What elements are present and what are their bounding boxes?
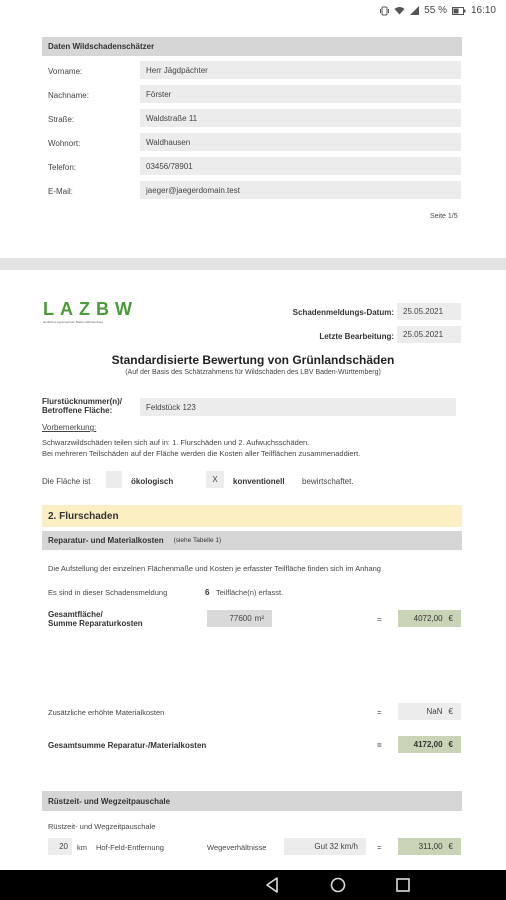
status-icons (380, 5, 496, 16)
city-field[interactable]: Waldhausen (140, 133, 461, 151)
total-equals: = (377, 615, 382, 624)
lastname-label: Nachname: (48, 91, 89, 100)
battery-icon (452, 7, 466, 15)
total-area-unit: m² (254, 614, 264, 623)
extra-costs-currency: € (448, 707, 453, 716)
last-edit-field[interactable]: 25.05.2021 (397, 326, 461, 343)
conventional-checkbox[interactable]: X (206, 471, 224, 488)
section-header-estimator: Daten Wildschadenschätzer (42, 37, 462, 56)
report-date-field[interactable]: 25.05.2021 (397, 303, 461, 320)
distance-unit: km (77, 843, 87, 852)
grand-total-label: Gesamtsumme Reparatur-/Materialkosten (48, 741, 207, 750)
street-field[interactable]: Waldstraße 11 (140, 109, 461, 127)
extra-costs-label: Zusätzliche erhöhte Materialkosten (48, 708, 165, 717)
setup-cost-field (398, 838, 461, 855)
clock: 16:10 (470, 5, 496, 16)
total-label-line2: Summe Reparaturkosten (48, 619, 143, 628)
back-icon[interactable] (265, 877, 279, 893)
remark-line-1: Schwarzwildschäden teilen sich auf in: 1. Flurschäden und 2. Aufwuchsschäden. (42, 438, 310, 447)
parcel-label-line1: Flurstücknummer(n)/ (42, 397, 123, 406)
setup-cost-value: 311,00 (418, 842, 443, 851)
repair-note: Die Aufstellung der einzelnen Flächenmaße und Kosten je erfasster Teilfläche finden sich im Anhang (48, 564, 381, 573)
grand-total-field (398, 736, 461, 753)
eco-checkbox[interactable] (106, 471, 122, 488)
total-label (48, 610, 143, 628)
conventional-label: konventionell (233, 477, 285, 486)
road-conditions-label: Wegeverhältnisse (207, 843, 267, 852)
parcel-field[interactable]: Feldstück 123 (140, 398, 456, 416)
repair-costs-header (42, 531, 462, 550)
distance-field[interactable]: 20 (48, 838, 72, 855)
battery-percent: 55 % (424, 5, 447, 16)
section-2-header: 2. Flurschaden (42, 505, 462, 527)
total-cost-currency: € (448, 614, 453, 623)
firstname-label: Vorname: (48, 67, 83, 76)
setup-cost-currency: € (448, 842, 453, 851)
status-bar (0, 0, 506, 22)
count-prefix: Es sind in dieser Schadensmeldung (48, 588, 168, 597)
count-suffix: Teilfläche(n) erfasst. (216, 588, 284, 597)
repair-costs-title: Reparatur- und Materialkosten (48, 536, 164, 545)
navigation-bar (0, 870, 506, 900)
remark-heading: Vorbemerkung: (42, 423, 97, 432)
setup-time-label: Rüstzeit- und Wegzeitpauschale (48, 822, 156, 831)
repair-costs-note: (siehe Tabelle 1) (173, 537, 222, 544)
email-label: E-Mail: (48, 187, 73, 196)
extra-equals: = (377, 708, 382, 717)
logo-wordmark: LAZBW (43, 299, 138, 319)
area-prefix: Die Fläche ist (42, 477, 91, 486)
email-field[interactable]: jaeger@jaegerdomain.test (140, 181, 461, 199)
firstname-field[interactable]: Herr Jägdpächter (140, 61, 461, 79)
page-number: Seite 1/5 (430, 213, 458, 220)
grand-equals: = (377, 741, 382, 750)
signal-icon (410, 6, 419, 15)
setup-equals: = (377, 843, 382, 852)
vibrate-icon (380, 6, 389, 16)
extra-costs-value: NaN (426, 707, 443, 716)
remark-line-2: Bei mehreren Teilschäden auf der Fläche werden die Kosten aller Teilflächen zusammenaddiert. (42, 449, 361, 458)
document-subtitle: (Auf der Basis des Schätzrahmens für Wildschäden des LBV Baden-Württemberg) (125, 369, 381, 376)
count-value: 6 (205, 588, 210, 597)
setup-time-header: Rüstzeit- und Wegzeitpauschale (42, 791, 462, 811)
area-suffix: bewirtschaftet. (302, 477, 354, 486)
report-date-label: Schadenmeldungs-Datum: (292, 308, 394, 317)
wifi-icon (394, 6, 405, 15)
distance-label: Hof-Feld-Entfernung (96, 843, 164, 852)
extra-costs-field[interactable] (398, 703, 461, 720)
lazbw-logo (43, 300, 138, 324)
document-title: Standardisierte Bewertung von Grünlandschäden (111, 353, 395, 367)
city-label: Wohnort: (48, 139, 81, 148)
eco-label: ökologisch (131, 477, 174, 486)
grand-total-currency: € (448, 740, 453, 749)
total-label-line1: Gesamtfläche/ (48, 610, 103, 619)
phone-label: Telefon: (48, 163, 77, 172)
street-label: Straße: (48, 115, 75, 124)
total-cost-value: 4072,00 (413, 614, 443, 623)
parcel-label-line2: Betroffene Fläche: (42, 406, 113, 415)
lastname-field[interactable]: Förster (140, 85, 461, 103)
phone-field[interactable]: 03456/78901 (140, 157, 461, 175)
total-area-value: 77600 (229, 614, 252, 623)
document-page-1 (0, 22, 506, 258)
document-page-2 (0, 270, 506, 870)
parcel-label (42, 397, 122, 415)
grand-total-value: 4172,00 (413, 740, 443, 749)
last-edit-label: Letzte Bearbeitung: (319, 332, 394, 341)
total-area-field (207, 610, 272, 627)
recent-apps-icon[interactable] (396, 877, 410, 893)
home-icon[interactable] (330, 877, 346, 893)
logo-subtitle: ländliches Agrarzentrum Baden-Württemberg (43, 320, 104, 324)
total-cost-field (398, 610, 461, 627)
road-conditions-select[interactable]: Gut 32 km/h (284, 838, 366, 855)
